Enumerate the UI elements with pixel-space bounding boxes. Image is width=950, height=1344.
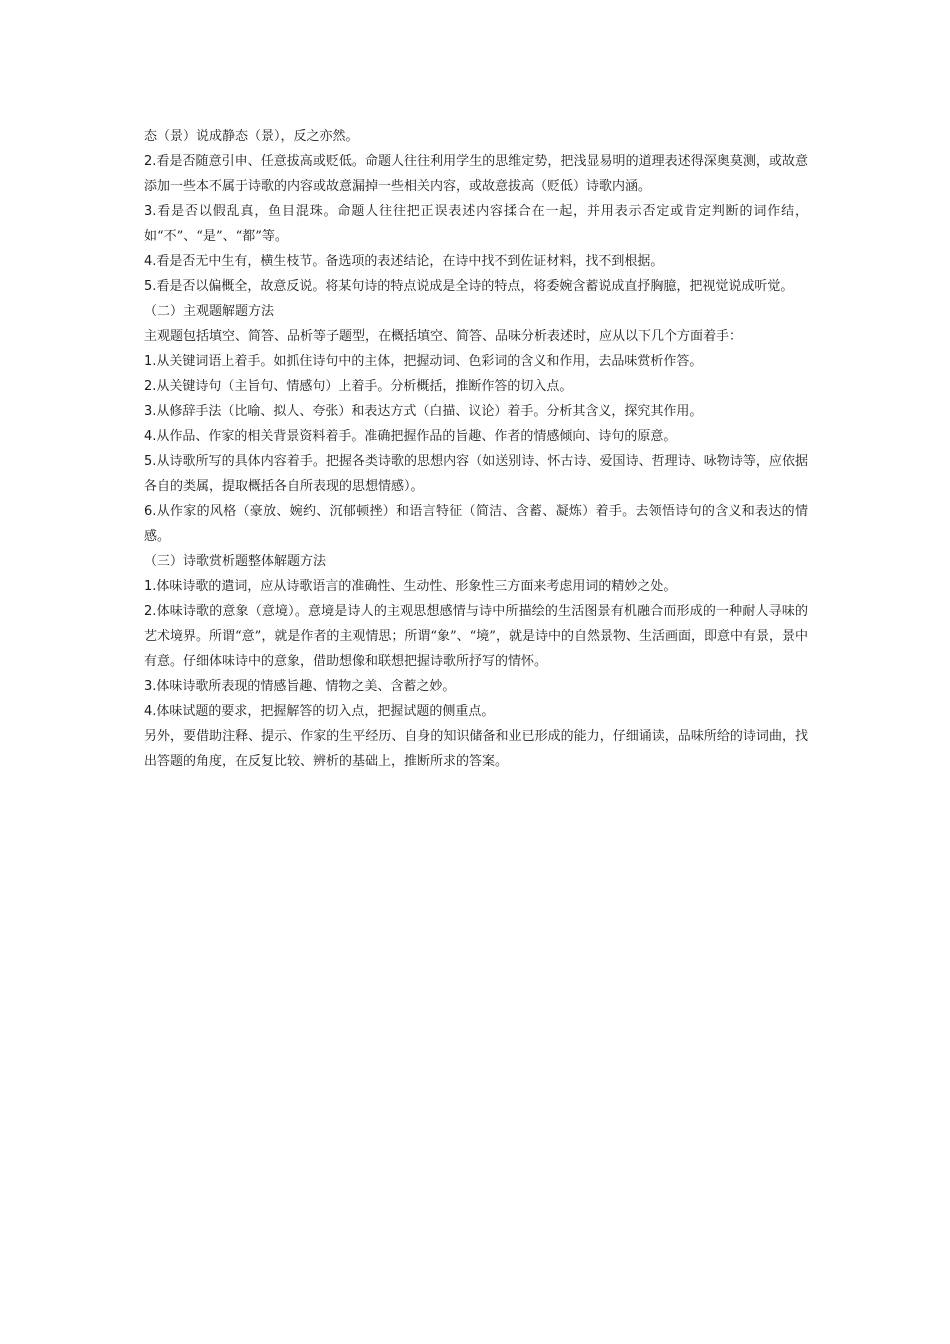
appreciation-item-4 xyxy=(144,699,808,724)
item-number: 5. xyxy=(144,454,157,469)
item-text: 从作品、作家的相关背景资料着手。准确把握作品的旨趣、作者的情感倾向、诗句的原意。 xyxy=(156,429,677,444)
item-text: 看是否无中生有，横生枝节。备选项的表述结论，在诗中找不到佐证材料，找不到根据。 xyxy=(156,254,664,269)
item-number: 3. xyxy=(144,204,157,219)
section-heading-subjective: （二）主观题解题方法 xyxy=(144,304,275,319)
appreciation-item-3 xyxy=(144,674,808,699)
item-number: 3. xyxy=(144,679,157,694)
item-number: 5. xyxy=(144,279,157,294)
item-number: 1. xyxy=(144,354,157,369)
item-number: 4. xyxy=(144,704,157,719)
item-text: 看是否以假乱真，鱼目混珠。命题人往往把正误表述内容揉合在一起，并用表示否定或肯定判断的词作结，如“不”、“是”、“都”等。 xyxy=(144,204,808,244)
objective-item-5 xyxy=(144,274,808,299)
appreciation-item-2 xyxy=(144,599,808,674)
subjective-item-2 xyxy=(144,374,808,399)
document-page xyxy=(144,124,808,774)
item-text: 从作家的风格（豪放、婉约、沉郁顿挫）和语言特征（简洁、含蓄、凝炼）着手。去领悟诗句的含义和表达的情感。 xyxy=(144,504,808,544)
subjective-item-4 xyxy=(144,424,808,449)
item-text: 从关键诗句（主旨句、情感句）上着手。分析概括，推断作答的切入点。 xyxy=(156,379,573,394)
item-number: 2. xyxy=(144,604,157,619)
appreciation-item-1 xyxy=(144,574,808,599)
item-number: 6. xyxy=(144,504,157,519)
paragraph-continued: 态（景）说成静态（景），反之亦然。 xyxy=(144,129,359,144)
item-number: 3. xyxy=(144,404,157,419)
item-text: 体味诗歌所表现的情感旨趣、情物之美、含蓄之妙。 xyxy=(156,679,456,694)
item-text: 看是否以偏概全，故意反说。将某句诗的特点说成是全诗的特点，将委婉含蓄说成直抒胸臆，把视觉说成听觉。 xyxy=(156,279,794,294)
subjective-item-3 xyxy=(144,399,808,424)
item-text: 体味诗歌的意象（意境）。意境是诗人的主观思想感情与诗中所描绘的生活图景有机融合而形成的一种耐人寻味的艺术境界。所谓“意”，就是作者的主观情思；所谓“象”、“境”，就是诗中的自然景物、生活画面，即意中有景，景中有意。仔细体味诗中的意象，借助想像和联想把握诗歌所抒写的情怀。 xyxy=(144,604,808,669)
subjective-item-5 xyxy=(144,449,808,499)
objective-item-4 xyxy=(144,249,808,274)
item-number: 2. xyxy=(144,379,157,394)
item-text: 从关键词语上着手。如抓住诗句中的主体，把握动词、色彩词的含义和作用，去品味赏析作答。 xyxy=(156,354,703,369)
objective-item-2 xyxy=(144,149,808,199)
item-text: 从诗歌所写的具体内容着手。把握各类诗歌的思想内容（如送别诗、怀古诗、爱国诗、哲理诗、咏物诗等，应依据各自的类属，提取概括各自所表现的思想情感）。 xyxy=(144,454,808,494)
item-number: 4. xyxy=(144,254,157,269)
item-text: 体味试题的要求，把握解答的切入点，把握试题的侧重点。 xyxy=(156,704,495,719)
closing-paragraph: 另外，要借助注释、提示、作家的生平经历、自身的知识储备和业已形成的能力，仔细诵读，品味所给的诗词曲，找出答题的角度，在反复比较、辨析的基础上，推断所求的答案。 xyxy=(144,729,808,769)
item-number: 1. xyxy=(144,579,157,594)
subjective-item-1 xyxy=(144,349,808,374)
objective-item-3 xyxy=(144,199,808,249)
item-text: 看是否随意引申、任意拔高或贬低。命题人往往利用学生的思维定势，把浅显易明的道理表述得深奥莫测，或故意添加一些本不属于诗歌的内容或故意漏掉一些相关内容，或故意拔高（贬低）诗歌内涵。 xyxy=(144,154,808,194)
subjective-item-6 xyxy=(144,499,808,549)
item-number: 2. xyxy=(144,154,157,169)
item-text: 体味诗歌的遣词，应从诗歌语言的准确性、生动性、形象性三方面来考虑用词的精妙之处。 xyxy=(156,579,677,594)
item-number: 4. xyxy=(144,429,157,444)
item-text: 从修辞手法（比喻、拟人、夸张）和表达方式（白描、议论）着手。分析其含义，探究其作用。 xyxy=(156,404,703,419)
subjective-intro: 主观题包括填空、简答、品析等子题型，在概括填空、简答、品味分析表述时，应从以下几个方面着手： xyxy=(144,329,743,344)
section-heading-appreciation: （三）诗歌赏析题整体解题方法 xyxy=(144,554,327,569)
